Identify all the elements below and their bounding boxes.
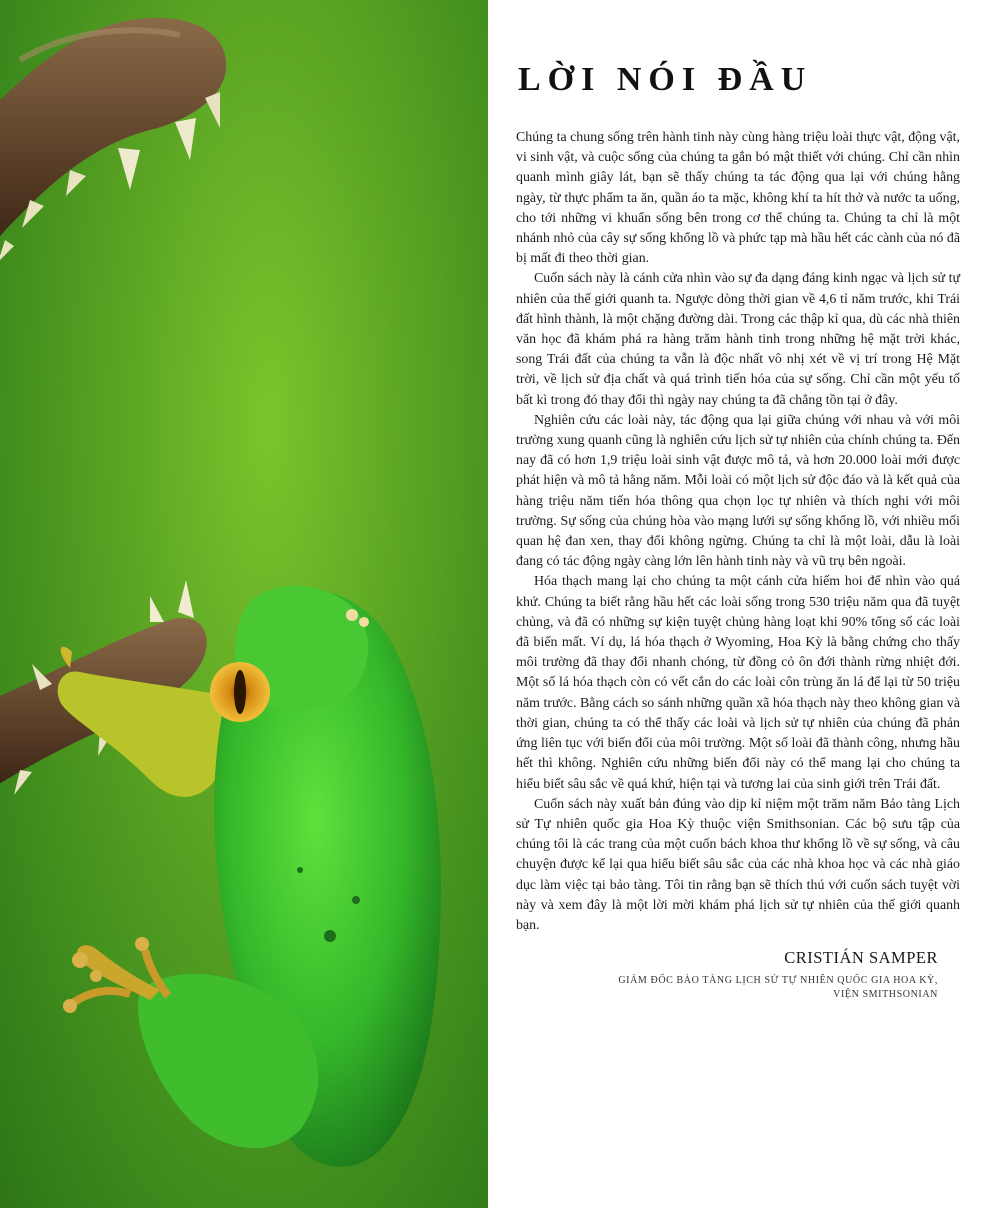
author-role-line-2: VIỆN SMITHSONIAN	[833, 989, 938, 1001]
paragraph-1: Chúng ta chung sống trên hành tinh này cùng hàng triệu loài thực vật, động vật, vi sinh vật, và cuộc sống của chúng ta gắn bó mật thiết với chúng. Chỉ cần nhìn quanh mình giây lát, bạn sẽ thấy chúng ta tác động qua lại với chúng hằng ngày, từ thực phẩm ta ăn, quần áo ta mặc, không khí ta hít thở và nước ta uống, cho tới những vi khuẩn sống bên trong cơ thể chúng ta. Chúng ta chỉ là một nhánh nhỏ của cây sự sống khổng lồ và phức tạp mà hầu hết các cành của nó đã bị mất đi theo thời gian.	[516, 130, 960, 267]
frog-photo	[0, 0, 488, 1208]
top-branch	[0, 18, 226, 262]
paragraph-3: Nghiên cứu các loài này, tác động qua lại giữa chúng với nhau và với môi trường xung quanh cũng là nghiên cứu lịch sử tự nhiên của chính chúng ta. Đến nay đã có hơn 1,9 triệu loài sinh vật được mô tả, và hơn 20.000 loài mới được phát hiện và mô tả hằng năm. Mỗi loài có một lịch sử độc đáo và là kết quả của hàng triệu năm tiến hóa thông qua chọn lọc tự nhiên và thích nghi với môi trường. Sự sống của chúng hòa vào mạng lưới sự sống khổng lồ, với nhiều mối quan hệ đan xen, thay đổi không ngừng. Chúng ta chỉ là một loài, dẫu là loài đang có tác động ngày càng lớn lên hành tinh này và vũ trụ bên ngoài.	[516, 412, 960, 570]
page-title: LỜI NÓI ĐẦU	[518, 61, 813, 98]
paragraph-4: Hóa thạch mang lại cho chúng ta một cánh cửa hiếm hoi để nhìn vào quá khứ. Chúng ta biết rằng hầu hết các loài sống trong 530 triệu năm qua đã tuyệt chủng, và đã có những sự kiện tuyệt chủng hàng loạt khi 90% tổng số các loài đã biến mất. Ví dụ, lá hóa thạch ở Wyoming, Hoa Kỳ là bằng chứng cho thấy môi trường đã thay đổi nhanh chóng, từ đồng cỏ ôn đới thành rừng nhiệt đới. Một số lá hóa thạch còn có vết cắn do các loài côn trùng ăn lá để lại từ 50 triệu năm trước. Bằng cách so sánh những quần xã hóa thạch này theo không gian và thời gian, chúng ta có thể thấy các loài và lịch sử tự nhiên của chúng đã phản ứng liên tục với biến đổi của môi trường. Một số loài đã thành công, nhưng hầu hết thì không. Nghiên cứu những biến đổi này có thể mang lại cho chúng ta hiểu biết sâu sắc về quá khứ, hiện tại và tương lai của sinh giới trên Trái đất.	[516, 574, 960, 792]
frog-illustration	[0, 0, 488, 1208]
paragraph-2: Cuốn sách này là cánh cửa nhìn vào sự đa dạng đáng kinh ngạc và lịch sử tự nhiên của thế giới quanh ta. Ngược dòng thời gian về 4,6 tỉ năm trước, khi Trái đất hình thành, là một chặng đường dài. Trong các thập kỉ qua, dù các nhà thiên văn học đã khám phá ra hàng trăm hành tinh trong những hệ mặt trời khác, song Trái đất của chúng ta vẫn là độc nhất vô nhị xét về vị trí trong Hệ Mặt trời, về lịch sử địa chất và quá trình tiến hóa của sự sống. Chỉ cần một yếu tố bất kì trong đó thay đổi thì ngày nay chúng ta đã chẳng tồn tại ở đây.	[516, 271, 960, 408]
author-name: CRISTIÁN SAMPER	[784, 948, 938, 968]
author-role	[516, 974, 960, 1002]
paragraph-5: Cuốn sách này xuất bản đúng vào dịp kỉ niệm một trăm năm Bảo tàng Lịch sử Tự nhiên quốc gia Hoa Kỳ thuộc viện Smithsonian. Các bộ sưu tập của chúng tôi là các trang của một cuốn bách khoa thư khổng lồ về sự sống, và câu chuyện được kể lại qua hiểu biết sâu sắc của các nhà khoa học và các nhà giáo dục làm việc tại bảo tàng. Tôi tin rằng bạn sẽ thích thú với cuốn sách tuyệt vời này và xem đây là một lời mời khám phá lịch sử tự nhiên của thế giới quanh bạn.	[516, 796, 960, 933]
author-role-line-1: GIÁM ĐỐC BẢO TÀNG LỊCH SỬ TỰ NHIÊN QUỐC GIA HOA KỲ,	[618, 975, 938, 987]
preface-article	[516, 58, 960, 1002]
